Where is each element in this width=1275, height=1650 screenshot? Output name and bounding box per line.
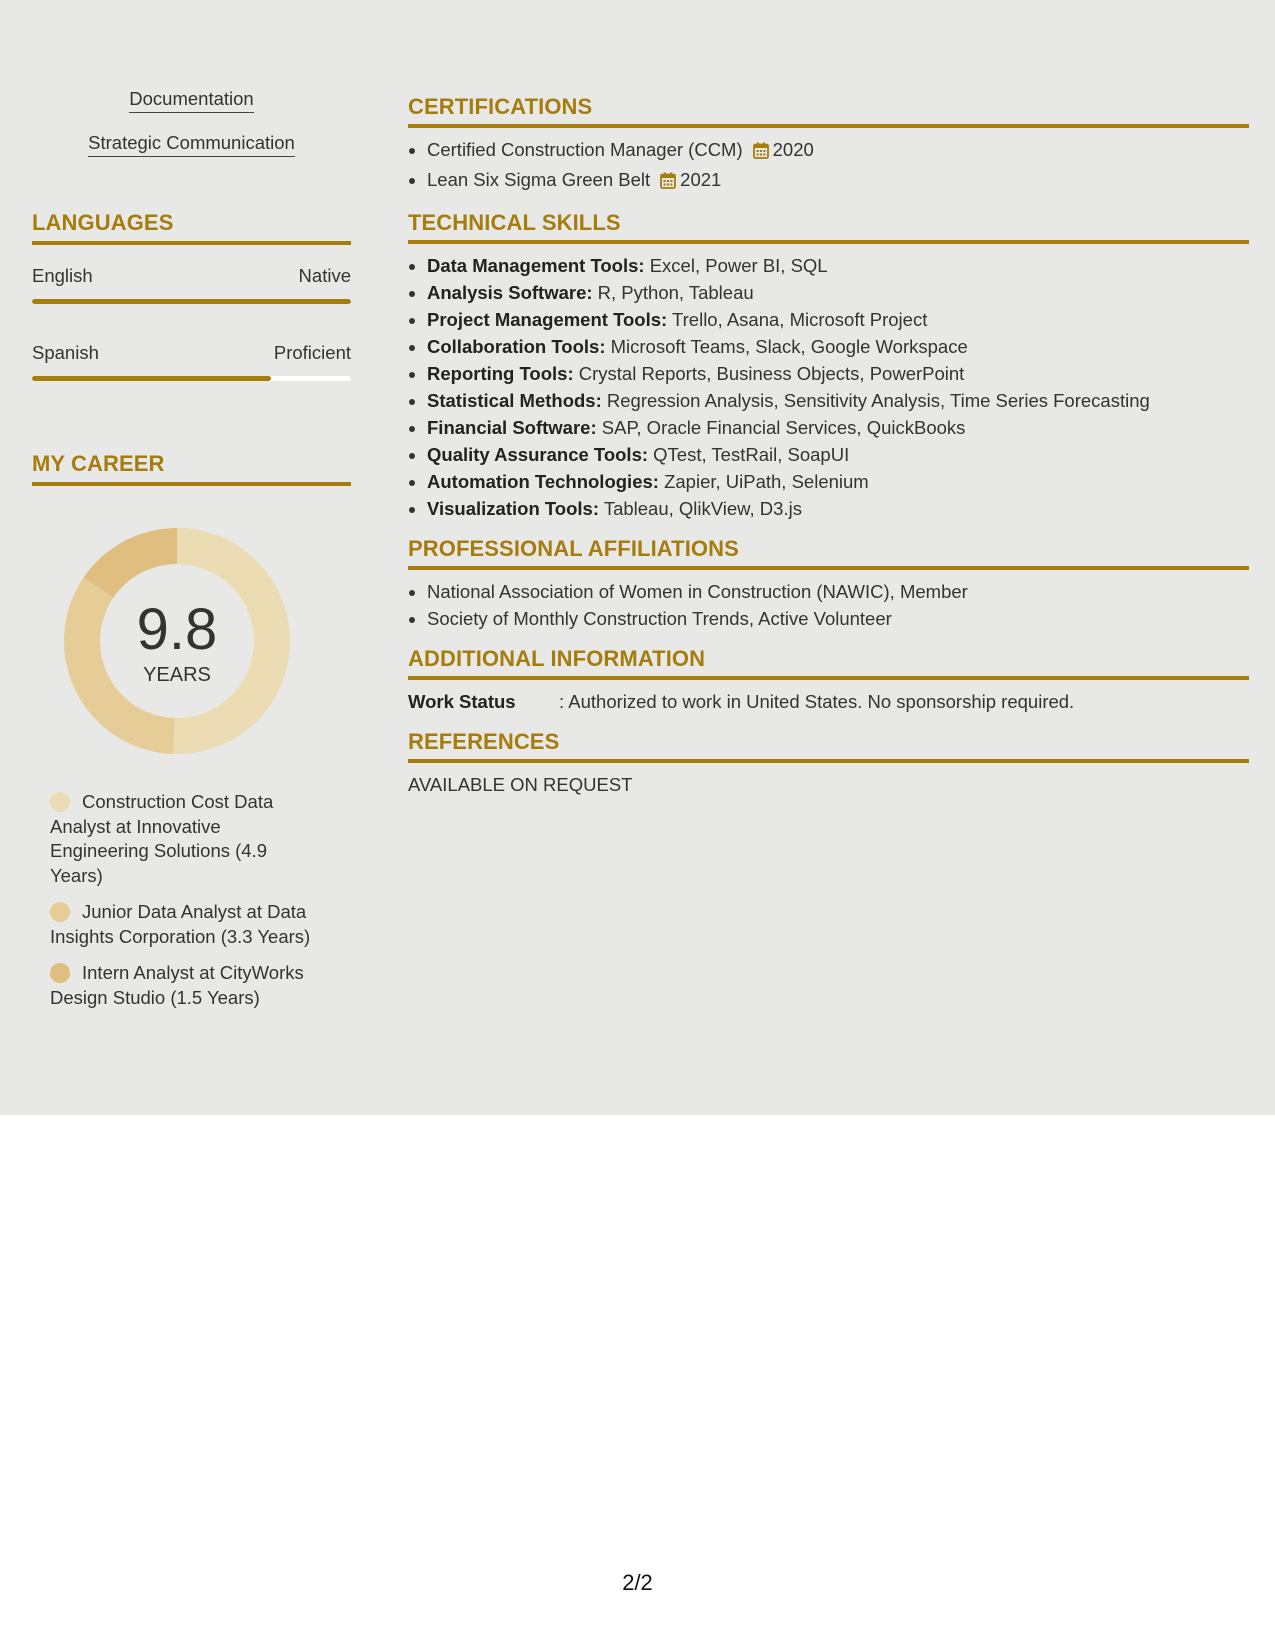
skill-item: [427, 441, 1249, 468]
skill-values: R, Python, Tableau: [597, 282, 754, 303]
language-item: [32, 265, 351, 304]
legend-dot-icon: [50, 902, 70, 922]
language-progress-bar: [32, 376, 351, 381]
skill-category: Reporting Tools:: [427, 363, 574, 384]
page-number: 2/2: [622, 1570, 653, 1595]
skill-category: Analysis Software:: [427, 282, 593, 303]
career-donut-chart: [64, 528, 290, 759]
calendar-icon: [753, 139, 769, 166]
section-divider: [408, 759, 1249, 763]
calendar-icon: [660, 169, 676, 196]
skill-item: [427, 279, 1249, 306]
technical-skills-section: [408, 210, 1249, 522]
affiliations-title: PROFESSIONAL AFFILIATIONS: [408, 536, 739, 561]
skill-values: Zapier, UiPath, Selenium: [664, 471, 869, 492]
work-status-value: : Authorized to work in United States. No sponsorship required.: [559, 691, 1075, 712]
certifications-section: [408, 94, 1249, 196]
skill-item: [427, 252, 1249, 279]
technical-skills-title: TECHNICAL SKILLS: [408, 210, 621, 235]
skill-category: Statistical Methods:: [427, 390, 602, 411]
references-text: AVAILABLE ON REQUEST: [408, 774, 633, 795]
language-level: Proficient: [273, 342, 351, 363]
career-legend-label: Junior Data Analyst at Data Insights Corporation (3.3 Years): [50, 901, 311, 947]
career-legend-item: [50, 961, 320, 1010]
skill-values: SAP, Oracle Financial Services, QuickBooks: [601, 417, 966, 438]
career-total-unit: YEARS: [143, 664, 211, 686]
certification-year: 2020: [772, 139, 814, 160]
skills-tag-list: [32, 88, 351, 176]
skill-category: Automation Technologies:: [427, 471, 659, 492]
certification-name: Certified Construction Manager (CCM): [427, 139, 743, 160]
career-total-years: 9.8: [136, 597, 218, 662]
section-divider: [32, 482, 351, 486]
section-divider: [32, 241, 351, 245]
additional-info-title: ADDITIONAL INFORMATION: [408, 646, 706, 671]
language-item: [32, 342, 351, 381]
additional-info-section: [408, 646, 1249, 715]
skill-values: Regression Analysis, Sensitivity Analysis, Time Series Forecasting: [606, 390, 1150, 411]
skill-category: Quality Assurance Tools:: [427, 444, 649, 465]
career-legend-label: Construction Cost Data Analyst at Innovative Engineering Solutions (4.9 Years): [50, 791, 274, 886]
skill-values: Crystal Reports, Business Objects, PowerPoint: [578, 363, 965, 384]
right-column: [408, 94, 1249, 812]
career-section: [32, 451, 351, 486]
certification-item: [427, 136, 1249, 166]
skill-values: QTest, TestRail, SoapUI: [653, 444, 850, 465]
career-title: MY CAREER: [32, 451, 165, 476]
affiliations-section: [408, 536, 1249, 632]
work-status-label: Work Status: [408, 691, 516, 712]
certification-item: [427, 166, 1249, 196]
section-divider: [408, 124, 1249, 128]
skill-values: Excel, Power BI, SQL: [649, 255, 828, 276]
skill-item: [427, 468, 1249, 495]
languages-title: LANGUAGES: [32, 210, 174, 235]
language-progress-fill: [32, 299, 351, 304]
skill-item: [427, 333, 1249, 360]
skill-tag: Documentation: [129, 88, 253, 113]
language-progress-bar: [32, 299, 351, 304]
legend-dot-icon: [50, 792, 70, 812]
certification-name: Lean Six Sigma Green Belt: [427, 169, 651, 190]
skill-values: Trello, Asana, Microsoft Project: [672, 309, 928, 330]
skill-values: Microsoft Teams, Slack, Google Workspace: [610, 336, 968, 357]
skill-item: [427, 495, 1249, 522]
languages-section: [32, 210, 351, 381]
certifications-title: CERTIFICATIONS: [408, 94, 593, 119]
references-section: [408, 729, 1249, 798]
skill-item: [427, 414, 1249, 441]
career-legend-item: [50, 790, 320, 888]
skill-category: Data Management Tools:: [427, 255, 645, 276]
work-status-row: [408, 688, 1249, 715]
certification-year: 2021: [680, 169, 722, 190]
skill-category: Collaboration Tools:: [427, 336, 606, 357]
skill-category: Visualization Tools:: [427, 498, 600, 519]
section-divider: [408, 240, 1249, 244]
skill-item: [427, 306, 1249, 333]
skill-category: Project Management Tools:: [427, 309, 668, 330]
affiliation-item: • Society of Monthly Construction Trends, Active Volunteer: [427, 605, 1249, 632]
references-title: REFERENCES: [408, 729, 560, 754]
skill-values: Tableau, QlikView, D3.js: [603, 498, 802, 519]
skill-tag: Strategic Communication: [88, 132, 295, 157]
career-legend-item: [50, 900, 320, 949]
language-name: Spanish: [32, 342, 99, 363]
legend-dot-icon: [50, 963, 70, 983]
language-level: Native: [298, 265, 351, 286]
skill-item: [427, 387, 1249, 414]
affiliation-item: • National Association of Women in Construction (NAWIC), Member: [427, 578, 1249, 605]
skill-category: Financial Software:: [427, 417, 597, 438]
skill-item: [427, 360, 1249, 387]
career-legend: [50, 790, 320, 1022]
section-divider: [408, 676, 1249, 680]
language-name: English: [32, 265, 93, 286]
career-legend-label: Intern Analyst at CityWorks Design Studio (1.5 Years): [50, 962, 304, 1008]
language-progress-fill: [32, 376, 271, 381]
section-divider: [408, 566, 1249, 570]
